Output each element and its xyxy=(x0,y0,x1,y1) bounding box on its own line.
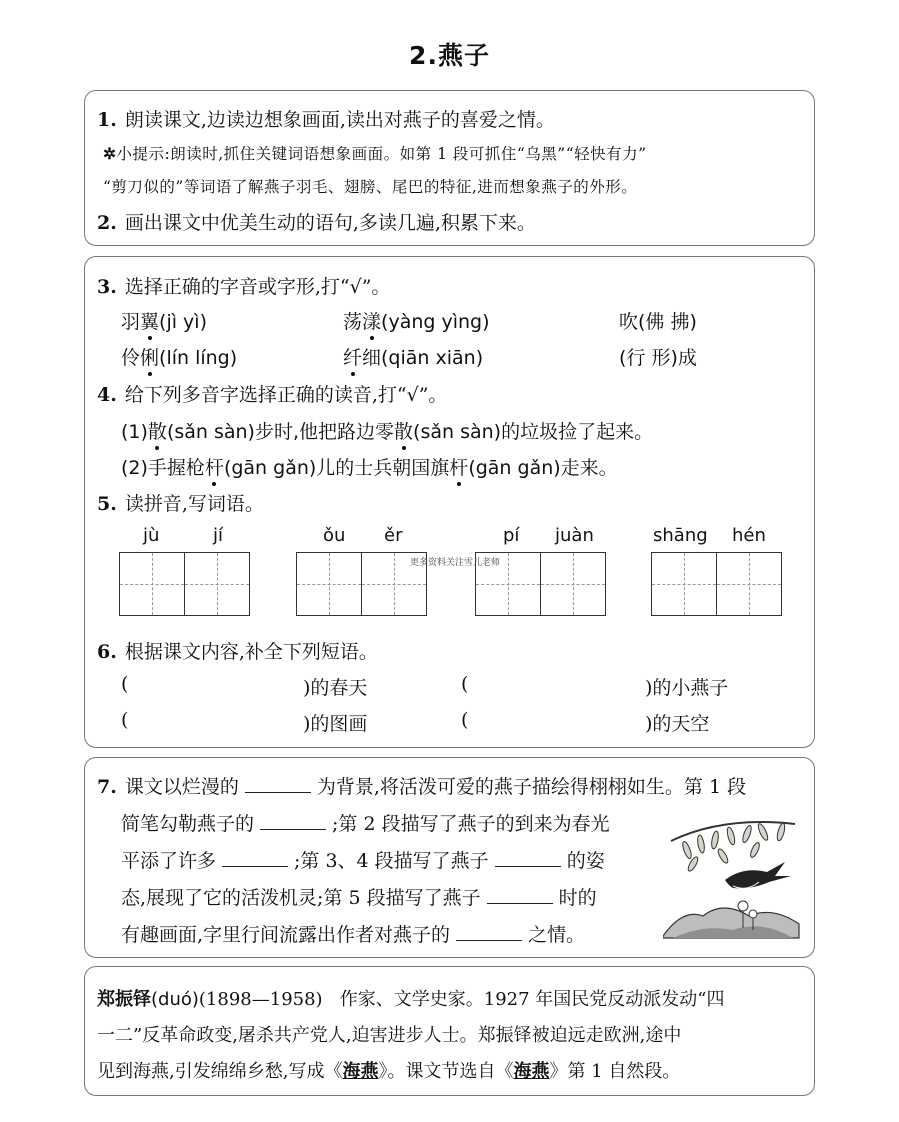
pinyin-label: jí xyxy=(213,525,224,546)
q3-item-2: 荡漾(yàng yìng) xyxy=(343,307,490,334)
question-4: 4. 给下列多音字选择正确的读音,打“√”。 xyxy=(97,384,448,406)
q4-item-1: (1)散(sǎn sàn)步时,他把路边零散(sǎn sàn)的垃圾捡了起来。 xyxy=(121,417,653,444)
book-title: 海燕 xyxy=(513,1061,550,1082)
q6-phrase-4: )的天空 xyxy=(645,713,710,735)
pinyin-label: shāng xyxy=(653,525,708,546)
q6-paren-open: ( xyxy=(121,709,129,731)
reading-task-box xyxy=(84,90,815,246)
q6-phrase-2: )的小燕子 xyxy=(645,677,729,699)
q3-item-6: (行 形)成 xyxy=(619,347,697,369)
question-7-line-5: 有趣画面,字里行间流露出作者对燕子的 之情。 xyxy=(121,924,586,946)
watermark: 更多资料关注雪儿老师 xyxy=(410,558,501,568)
q6-phrase-1: )的春天 xyxy=(303,677,368,699)
question-7-line-2: 简笔勾勒燕子的 ;第 2 段描写了燕子的到来为春光 xyxy=(121,813,610,835)
answer-blank[interactable] xyxy=(456,924,522,941)
question-7-line-4: 态,展现了它的活泼机灵;第 5 段描写了燕子 时的 xyxy=(121,887,597,909)
question-7-line-1: 7. 课文以烂漫的 为背景,将活泼可爱的燕子描绘得栩栩如生。第 1 段 xyxy=(97,776,747,798)
pinyin-label: ǒu xyxy=(323,525,346,546)
q6-phrase-3: )的图画 xyxy=(303,713,368,735)
grid-cell[interactable] xyxy=(296,552,362,616)
bio-line-2: 一二”反革命政变,屠杀共产党人,迫害进步人士。郑振铎被迫远走欧洲,途中 xyxy=(97,1025,682,1046)
answer-blank[interactable] xyxy=(495,850,561,867)
question-3: 3. 选择正确的字音或字形,打“√”。 xyxy=(97,276,391,298)
book-title: 海燕 xyxy=(342,1061,379,1082)
question-7-line-3: 平添了许多 ;第 3、4 段描写了燕子 的姿 xyxy=(121,850,605,872)
bio-line-1: 郑振铎(duó)(1898—1958) 作家、文学史家。1927 年国民党反动派发动“四 xyxy=(97,989,725,1010)
fill-blank-box xyxy=(84,757,815,958)
hint-line-1: ✲小提示:朗读时,抓住关键词语想象画面。如第 1 段可抓住“乌黑”“轻快有力” xyxy=(103,144,647,163)
q6-paren-open: ( xyxy=(461,673,469,695)
swallow-illustration xyxy=(663,816,803,946)
question-1: 1. 朗读课文,边读边想象画面,读出对燕子的喜爱之情。 xyxy=(97,109,555,131)
pinyin-label: juàn xyxy=(555,525,594,546)
answer-blank[interactable] xyxy=(260,813,326,830)
answer-blank[interactable] xyxy=(222,850,288,867)
question-6: 6. 根据课文内容,补全下列短语。 xyxy=(97,641,378,663)
grid-cell[interactable] xyxy=(716,552,782,616)
bio-line-3: 见到海燕,引发绵绵乡愁,写成《海燕》。课文节选自《海燕》第 1 自然段。 xyxy=(97,1061,681,1082)
answer-blank[interactable] xyxy=(245,776,311,793)
writing-grid-4[interactable] xyxy=(651,552,785,622)
grid-cell[interactable] xyxy=(651,552,717,616)
pinyin-label: ěr xyxy=(384,525,403,546)
exercise-box xyxy=(84,256,815,748)
q4-item-2: (2)手握枪杆(gān gǎn)儿的士兵朝国旗杆(gān gǎn)走来。 xyxy=(121,453,618,480)
author-bio-box xyxy=(84,966,815,1096)
q3-item-3: 吹(佛 拂) xyxy=(619,311,697,333)
hint-line-2: “剪刀似的”等词语了解燕子羽毛、翅膀、尾巴的特征,进而想象燕子的外形。 xyxy=(103,178,638,196)
pinyin-label: hén xyxy=(732,525,766,546)
q6-paren-open: ( xyxy=(461,709,469,731)
answer-blank[interactable] xyxy=(487,887,553,904)
grid-cell[interactable] xyxy=(540,552,606,616)
question-5: 5. 读拼音,写词语。 xyxy=(97,493,264,515)
pinyin-label: jù xyxy=(143,525,160,546)
question-2: 2. 画出课文中优美生动的语句,多读几遍,积累下来。 xyxy=(97,212,536,234)
writing-grid-1[interactable] xyxy=(119,552,253,622)
page-title: 2.燕子 xyxy=(409,41,490,70)
q3-item-4: 伶俐(lín líng) xyxy=(121,343,237,370)
q6-paren-open: ( xyxy=(121,673,129,695)
pinyin-label: pí xyxy=(503,525,520,546)
q3-item-1: 羽翼(jì yì) xyxy=(121,307,207,334)
grid-cell[interactable] xyxy=(119,552,185,616)
q3-item-5: 纤细(qiān xiān) xyxy=(343,343,483,370)
flower-icon: ✲ xyxy=(103,144,117,163)
grid-cell[interactable] xyxy=(184,552,250,616)
